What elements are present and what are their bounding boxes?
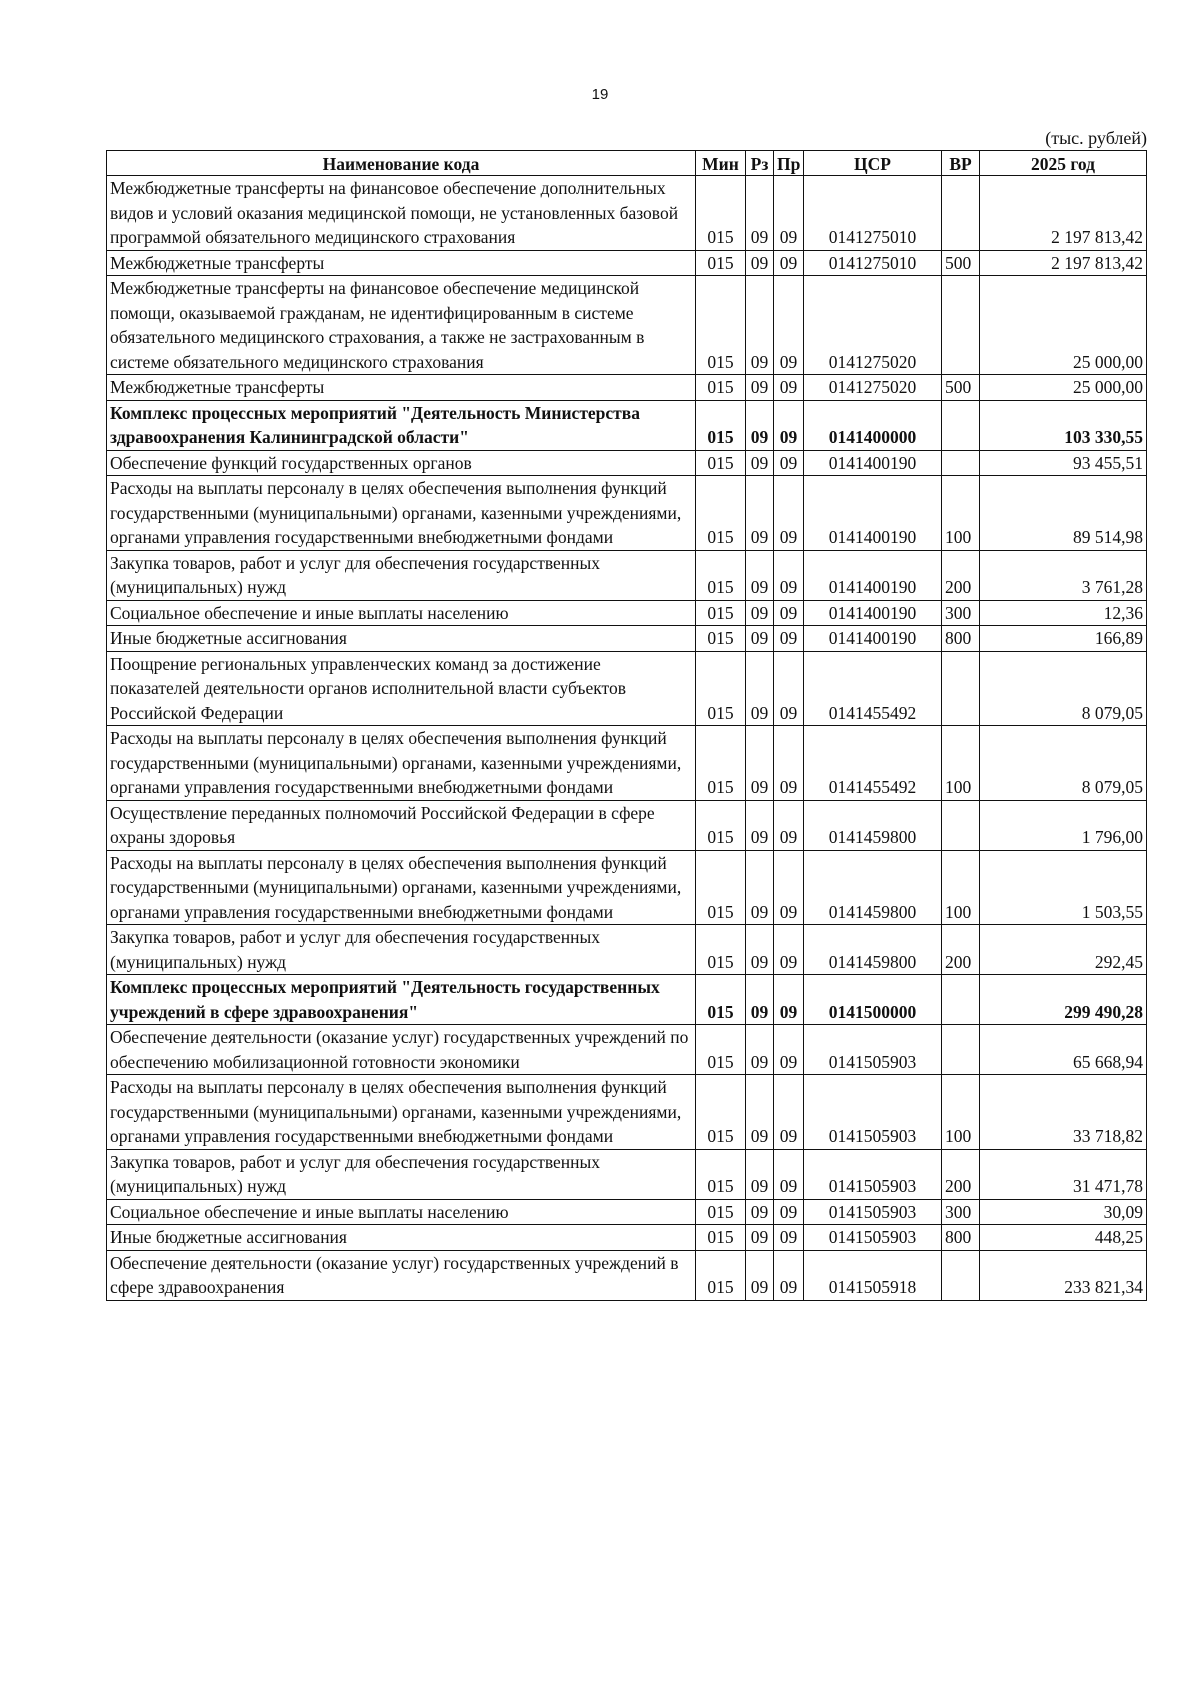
- row-rz-code: 09: [746, 626, 774, 652]
- row-pr-code: 09: [774, 450, 804, 476]
- row-rz-code: 09: [746, 276, 774, 375]
- row-amount: 1 796,00: [980, 800, 1147, 850]
- row-min-code: 015: [696, 800, 746, 850]
- row-rz-code: 09: [746, 651, 774, 726]
- row-min-code: 015: [696, 1075, 746, 1150]
- row-min-code: 015: [696, 1225, 746, 1251]
- row-pr-code: 09: [774, 1225, 804, 1251]
- row-rz-code: 09: [746, 1250, 774, 1300]
- table-row: [107, 375, 1147, 401]
- table-row: [107, 800, 1147, 850]
- row-pr-code: 09: [774, 925, 804, 975]
- row-pr-code: 09: [774, 400, 804, 450]
- row-min-code: 015: [696, 276, 746, 375]
- row-amount: 233 821,34: [980, 1250, 1147, 1300]
- units-label: (тыс. рублей): [1045, 128, 1147, 148]
- row-amount: 25 000,00: [980, 375, 1147, 401]
- row-vr-code: 800: [942, 1225, 980, 1251]
- row-csr-code: 0141459800: [804, 800, 942, 850]
- row-vr-code: 100: [942, 476, 980, 551]
- row-name: Иные бюджетные ассигнования: [107, 1225, 696, 1251]
- row-pr-code: 09: [774, 476, 804, 551]
- table-row: [107, 975, 1147, 1025]
- header-name: Наименование кода: [107, 151, 696, 176]
- row-min-code: 015: [696, 925, 746, 975]
- row-csr-code: 0141505918: [804, 1250, 942, 1300]
- row-vr-code: [942, 176, 980, 251]
- row-vr-code: [942, 400, 980, 450]
- row-vr-code: [942, 450, 980, 476]
- row-amount: 166,89: [980, 626, 1147, 652]
- row-pr-code: 09: [774, 626, 804, 652]
- row-min-code: 015: [696, 850, 746, 925]
- row-min-code: 015: [696, 375, 746, 401]
- row-vr-code: [942, 1025, 980, 1075]
- header-min: Мин: [696, 151, 746, 176]
- row-name: Иные бюджетные ассигнования: [107, 626, 696, 652]
- row-name: Расходы на выплаты персоналу в целях обеспечения выполнения функций государственными (муниципальными) органами, казенными учреждениями, органами управления государственными внебюджетными фондами: [107, 726, 696, 801]
- row-csr-code: 0141455492: [804, 726, 942, 801]
- row-name: Обеспечение деятельности (оказание услуг) государственных учреждений в сфере здравоохранения: [107, 1250, 696, 1300]
- row-amount: 31 471,78: [980, 1149, 1147, 1199]
- table-row: [107, 400, 1147, 450]
- row-min-code: 015: [696, 176, 746, 251]
- table-row: [107, 925, 1147, 975]
- row-csr-code: 0141505903: [804, 1025, 942, 1075]
- row-name: Закупка товаров, работ и услуг для обеспечения государственных (муниципальных) нужд: [107, 550, 696, 600]
- row-vr-code: 200: [942, 1149, 980, 1199]
- table-row: [107, 476, 1147, 551]
- row-rz-code: 09: [746, 975, 774, 1025]
- row-min-code: 015: [696, 550, 746, 600]
- table-row: [107, 450, 1147, 476]
- row-csr-code: 0141275010: [804, 250, 942, 276]
- row-pr-code: 09: [774, 726, 804, 801]
- table-row: [107, 176, 1147, 251]
- table-row: [107, 600, 1147, 626]
- row-csr-code: 0141459800: [804, 925, 942, 975]
- row-amount: 33 718,82: [980, 1075, 1147, 1150]
- row-rz-code: 09: [746, 600, 774, 626]
- row-min-code: 015: [696, 1250, 746, 1300]
- row-amount: 25 000,00: [980, 276, 1147, 375]
- row-rz-code: 09: [746, 726, 774, 801]
- row-csr-code: 0141275020: [804, 276, 942, 375]
- row-name: Межбюджетные трансферты на финансовое обеспечение медицинской помощи, оказываемой гражданам, не идентифицированным в системе обязательного медицинского страхования, а также не застрахованным в системе обязательного медицинского страхования: [107, 276, 696, 375]
- row-amount: 448,25: [980, 1225, 1147, 1251]
- row-amount: 2 197 813,42: [980, 250, 1147, 276]
- row-vr-code: 100: [942, 1075, 980, 1150]
- table-row: [107, 276, 1147, 375]
- row-name: Расходы на выплаты персоналу в целях обеспечения выполнения функций государственными (муниципальными) органами, казенными учреждениями, органами управления государственными внебюджетными фондами: [107, 850, 696, 925]
- header-amount: 2025 год: [980, 151, 1147, 176]
- row-rz-code: 09: [746, 450, 774, 476]
- row-pr-code: 09: [774, 250, 804, 276]
- row-rz-code: 09: [746, 850, 774, 925]
- row-pr-code: 09: [774, 1250, 804, 1300]
- row-min-code: 015: [696, 450, 746, 476]
- row-vr-code: 500: [942, 250, 980, 276]
- row-pr-code: 09: [774, 276, 804, 375]
- row-min-code: 015: [696, 726, 746, 801]
- row-name: Межбюджетные трансферты на финансовое обеспечение дополнительных видов и условий оказания медицинской помощи, не установленных базовой программой обязательного медицинского страхования: [107, 176, 696, 251]
- row-csr-code: 0141400190: [804, 600, 942, 626]
- row-pr-code: 09: [774, 975, 804, 1025]
- row-vr-code: [942, 1250, 980, 1300]
- row-pr-code: 09: [774, 1025, 804, 1075]
- row-pr-code: 09: [774, 1199, 804, 1225]
- row-vr-code: 200: [942, 550, 980, 600]
- row-rz-code: 09: [746, 1199, 774, 1225]
- row-pr-code: 09: [774, 1075, 804, 1150]
- row-amount: 12,36: [980, 600, 1147, 626]
- row-min-code: 015: [696, 1025, 746, 1075]
- page-number: 19: [591, 86, 609, 103]
- row-pr-code: 09: [774, 850, 804, 925]
- table-row: [107, 1199, 1147, 1225]
- row-pr-code: 09: [774, 800, 804, 850]
- table-row: [107, 1149, 1147, 1199]
- row-vr-code: 100: [942, 850, 980, 925]
- row-vr-code: [942, 975, 980, 1025]
- row-amount: 89 514,98: [980, 476, 1147, 551]
- header-csr: ЦСР: [804, 151, 942, 176]
- row-vr-code: 500: [942, 375, 980, 401]
- row-name: Обеспечение деятельности (оказание услуг) государственных учреждений по обеспечению мобилизационной готовности экономики: [107, 1025, 696, 1075]
- row-name: Закупка товаров, работ и услуг для обеспечения государственных (муниципальных) нужд: [107, 925, 696, 975]
- row-csr-code: 0141455492: [804, 651, 942, 726]
- row-min-code: 015: [696, 1199, 746, 1225]
- row-csr-code: 0141400190: [804, 550, 942, 600]
- row-amount: 1 503,55: [980, 850, 1147, 925]
- row-min-code: 015: [696, 1149, 746, 1199]
- table-header-row: [107, 151, 1147, 176]
- row-amount: 65 668,94: [980, 1025, 1147, 1075]
- table-body: [107, 176, 1147, 1301]
- row-pr-code: 09: [774, 600, 804, 626]
- table-row: [107, 651, 1147, 726]
- row-name: Комплекс процессных мероприятий "Деятельность государственных учреждений в сфере здравоохранения": [107, 975, 696, 1025]
- row-amount: 2 197 813,42: [980, 176, 1147, 251]
- row-csr-code: 0141505903: [804, 1075, 942, 1150]
- row-vr-code: [942, 651, 980, 726]
- row-pr-code: 09: [774, 651, 804, 726]
- row-csr-code: 0141505903: [804, 1149, 942, 1199]
- row-rz-code: 09: [746, 476, 774, 551]
- row-min-code: 015: [696, 476, 746, 551]
- row-min-code: 015: [696, 250, 746, 276]
- row-min-code: 015: [696, 975, 746, 1025]
- row-name: Осуществление переданных полномочий Российской Федерации в сфере охраны здоровья: [107, 800, 696, 850]
- row-csr-code: 0141275020: [804, 375, 942, 401]
- row-min-code: 015: [696, 600, 746, 626]
- row-name: Расходы на выплаты персоналу в целях обеспечения выполнения функций государственными (муниципальными) органами, казенными учреждениями, органами управления государственными внебюджетными фондами: [107, 1075, 696, 1150]
- row-rz-code: 09: [746, 1075, 774, 1150]
- row-name: Обеспечение функций государственных органов: [107, 450, 696, 476]
- row-name: Расходы на выплаты персоналу в целях обеспечения выполнения функций государственными (муниципальными) органами, казенными учреждениями, органами управления государственными внебюджетными фондами: [107, 476, 696, 551]
- row-vr-code: [942, 800, 980, 850]
- row-csr-code: 0141400000: [804, 400, 942, 450]
- row-rz-code: 09: [746, 925, 774, 975]
- row-name: Закупка товаров, работ и услуг для обеспечения государственных (муниципальных) нужд: [107, 1149, 696, 1199]
- row-csr-code: 0141500000: [804, 975, 942, 1025]
- row-csr-code: 0141400190: [804, 626, 942, 652]
- header-pr: Пр: [774, 151, 804, 176]
- row-min-code: 015: [696, 651, 746, 726]
- row-vr-code: 800: [942, 626, 980, 652]
- row-name: Комплекс процессных мероприятий "Деятельность Министерства здравоохранения Калининградской области": [107, 400, 696, 450]
- row-amount: 8 079,05: [980, 651, 1147, 726]
- row-amount: 30,09: [980, 1199, 1147, 1225]
- row-pr-code: 09: [774, 176, 804, 251]
- row-name: Межбюджетные трансферты: [107, 375, 696, 401]
- row-pr-code: 09: [774, 375, 804, 401]
- table-row: [107, 1250, 1147, 1300]
- row-rz-code: 09: [746, 550, 774, 600]
- row-name: Межбюджетные трансферты: [107, 250, 696, 276]
- row-csr-code: 0141400190: [804, 476, 942, 551]
- row-csr-code: 0141505903: [804, 1199, 942, 1225]
- header-vr: ВР: [942, 151, 980, 176]
- row-rz-code: 09: [746, 1025, 774, 1075]
- row-vr-code: 300: [942, 1199, 980, 1225]
- row-csr-code: 0141400190: [804, 450, 942, 476]
- row-csr-code: 0141275010: [804, 176, 942, 251]
- row-min-code: 015: [696, 626, 746, 652]
- row-rz-code: 09: [746, 250, 774, 276]
- row-vr-code: [942, 276, 980, 375]
- table-row: [107, 1075, 1147, 1150]
- row-name: Поощрение региональных управленческих команд за достижение показателей деятельности органов исполнительной власти субъектов Российской Федерации: [107, 651, 696, 726]
- row-pr-code: 09: [774, 550, 804, 600]
- row-csr-code: 0141459800: [804, 850, 942, 925]
- header-rz: Рз: [746, 151, 774, 176]
- row-amount: 299 490,28: [980, 975, 1147, 1025]
- table-row: [107, 850, 1147, 925]
- row-rz-code: 09: [746, 800, 774, 850]
- table-row: [107, 1225, 1147, 1251]
- row-name: Социальное обеспечение и иные выплаты населению: [107, 600, 696, 626]
- row-amount: 93 455,51: [980, 450, 1147, 476]
- table-row: [107, 626, 1147, 652]
- row-name: Социальное обеспечение и иные выплаты населению: [107, 1199, 696, 1225]
- table-row: [107, 1025, 1147, 1075]
- row-rz-code: 09: [746, 176, 774, 251]
- row-vr-code: 100: [942, 726, 980, 801]
- row-rz-code: 09: [746, 1225, 774, 1251]
- row-amount: 8 079,05: [980, 726, 1147, 801]
- row-rz-code: 09: [746, 1149, 774, 1199]
- table-row: [107, 550, 1147, 600]
- row-pr-code: 09: [774, 1149, 804, 1199]
- row-rz-code: 09: [746, 375, 774, 401]
- row-rz-code: 09: [746, 400, 774, 450]
- budget-table: [106, 150, 1147, 1301]
- row-amount: 3 761,28: [980, 550, 1147, 600]
- row-vr-code: 300: [942, 600, 980, 626]
- table-row: [107, 250, 1147, 276]
- row-amount: 103 330,55: [980, 400, 1147, 450]
- row-min-code: 015: [696, 400, 746, 450]
- table-row: [107, 726, 1147, 801]
- row-vr-code: 200: [942, 925, 980, 975]
- row-amount: 292,45: [980, 925, 1147, 975]
- row-csr-code: 0141505903: [804, 1225, 942, 1251]
